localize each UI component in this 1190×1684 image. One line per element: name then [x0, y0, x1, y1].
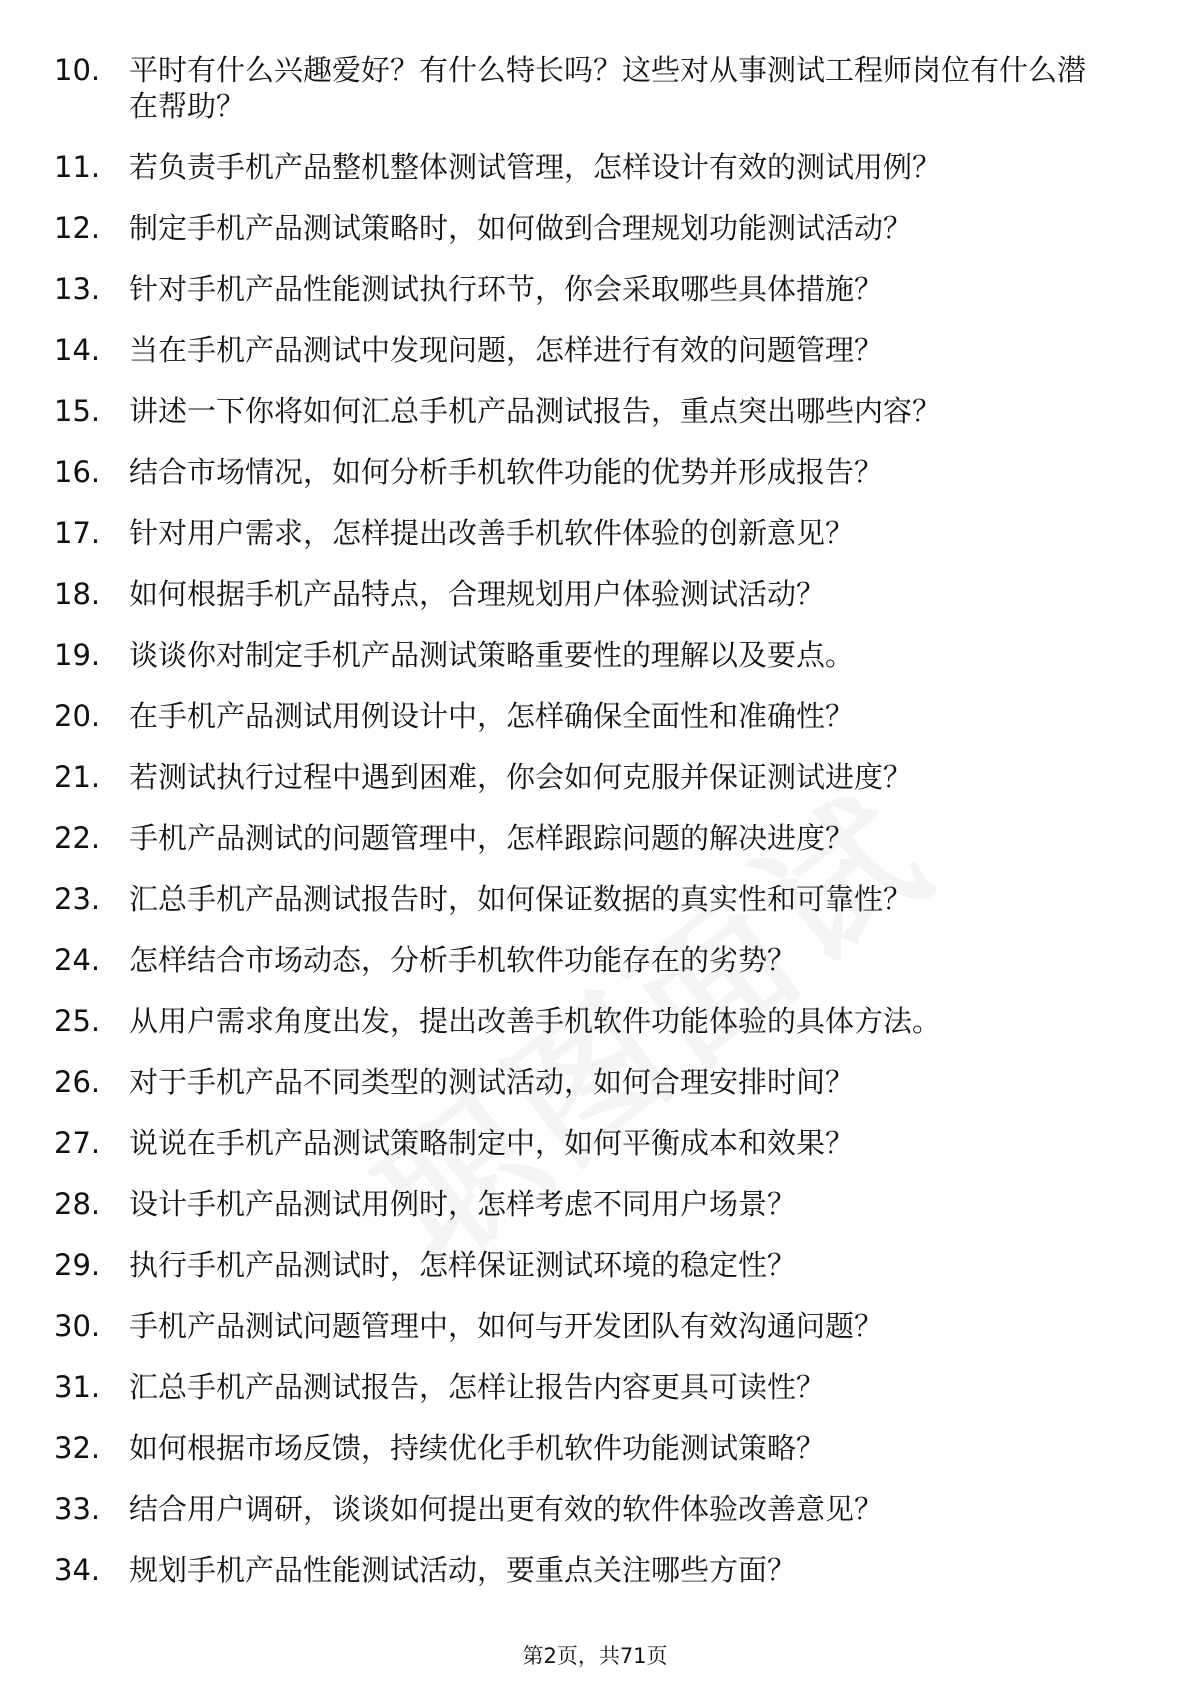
question-number: 26. — [54, 1065, 101, 1099]
question-item — [0, 52, 1190, 124]
question-number: 33. — [54, 1492, 101, 1526]
question-item — [0, 393, 1190, 429]
question-item — [0, 332, 1190, 368]
question-text: 手机产品测试的问题管理中，怎样跟踪问题的解决进度？ — [129, 821, 855, 855]
question-item — [0, 637, 1190, 673]
question-item — [0, 1125, 1190, 1161]
question-number: 29. — [54, 1248, 101, 1282]
question-item — [0, 820, 1190, 856]
question-text: 平时有什么兴趣爱好？有什么特长吗？这些对从事测试工程师岗位有什么潜在帮助？ — [129, 53, 1087, 123]
question-number: 34. — [54, 1553, 101, 1587]
question-item — [0, 210, 1190, 246]
page-number-label: 第2页，共71页 — [522, 1644, 668, 1668]
question-number: 18. — [54, 577, 101, 611]
question-item — [0, 271, 1190, 307]
question-number: 12. — [54, 211, 101, 245]
question-text: 如何根据市场反馈，持续优化手机软件功能测试策略？ — [129, 1431, 826, 1465]
question-number: 13. — [54, 272, 101, 306]
question-number: 20. — [54, 699, 101, 733]
question-text: 若负责手机产品整机整体测试管理，怎样设计有效的测试用例？ — [129, 150, 942, 184]
question-text: 执行手机产品测试时，怎样保证测试环境的稳定性？ — [129, 1248, 797, 1282]
question-text: 针对手机产品性能测试执行环节，你会采取哪些具体措施？ — [129, 272, 884, 306]
question-number: 17. — [54, 516, 101, 550]
question-text: 规划手机产品性能测试活动，要重点关注哪些方面？ — [129, 1553, 797, 1587]
question-text: 在手机产品测试用例设计中，怎样确保全面性和准确性？ — [129, 699, 855, 733]
question-text: 针对用户需求，怎样提出改善手机软件体验的创新意见？ — [129, 516, 855, 550]
question-text: 对于手机产品不同类型的测试活动，如何合理安排时间？ — [129, 1065, 855, 1099]
question-item — [0, 1369, 1190, 1405]
question-item — [0, 1552, 1190, 1588]
question-number: 25. — [54, 1004, 101, 1038]
question-number: 10. — [54, 53, 101, 87]
question-item — [0, 1003, 1190, 1039]
question-text: 如何根据手机产品特点，合理规划用户体验测试活动？ — [129, 577, 826, 611]
page-footer — [0, 1640, 1190, 1670]
question-text: 讲述一下你将如何汇总手机产品测试报告，重点突出哪些内容？ — [129, 394, 942, 428]
question-text: 当在手机产品测试中发现问题，怎样进行有效的问题管理？ — [129, 333, 884, 367]
question-number: 11. — [54, 150, 101, 184]
question-item — [0, 1186, 1190, 1222]
question-number: 14. — [54, 333, 101, 367]
question-item — [0, 1064, 1190, 1100]
question-text: 设计手机产品测试用例时，怎样考虑不同用户场景？ — [129, 1187, 797, 1221]
question-item — [0, 454, 1190, 490]
question-item — [0, 1491, 1190, 1527]
question-text: 怎样结合市场动态，分析手机软件功能存在的劣势？ — [129, 943, 797, 977]
question-item — [0, 881, 1190, 917]
question-text: 制定手机产品测试策略时，如何做到合理规划功能测试活动？ — [129, 211, 913, 245]
question-number: 27. — [54, 1126, 101, 1160]
question-list — [0, 52, 1190, 1613]
question-text: 若测试执行过程中遇到困难，你会如何克服并保证测试进度？ — [129, 760, 913, 794]
question-text: 汇总手机产品测试报告，怎样让报告内容更具可读性？ — [129, 1370, 826, 1404]
question-item — [0, 1308, 1190, 1344]
question-number: 23. — [54, 882, 101, 916]
question-number: 30. — [54, 1309, 101, 1343]
question-text: 手机产品测试问题管理中，如何与开发团队有效沟通问题？ — [129, 1309, 884, 1343]
question-number: 28. — [54, 1187, 101, 1221]
question-number: 31. — [54, 1370, 101, 1404]
question-number: 32. — [54, 1431, 101, 1465]
question-item — [0, 1430, 1190, 1466]
question-item — [0, 942, 1190, 978]
question-number: 19. — [54, 638, 101, 672]
question-text: 结合用户调研，谈谈如何提出更有效的软件体验改善意见？ — [129, 1492, 884, 1526]
question-text: 谈谈你对制定手机产品测试策略重要性的理解以及要点。 — [129, 638, 855, 672]
question-number: 24. — [54, 943, 101, 977]
question-text: 汇总手机产品测试报告时，如何保证数据的真实性和可靠性？ — [129, 882, 913, 916]
question-item — [0, 698, 1190, 734]
question-item — [0, 576, 1190, 612]
question-text: 说说在手机产品测试策略制定中，如何平衡成本和效果？ — [129, 1126, 855, 1160]
question-item — [0, 759, 1190, 795]
question-number: 21. — [54, 760, 101, 794]
question-number: 15. — [54, 394, 101, 428]
question-item — [0, 149, 1190, 185]
question-item — [0, 1247, 1190, 1283]
question-number: 16. — [54, 455, 101, 489]
question-number: 22. — [54, 821, 101, 855]
question-item — [0, 515, 1190, 551]
question-text: 从用户需求角度出发，提出改善手机软件功能体验的具体方法。 — [129, 1004, 942, 1038]
question-text: 结合市场情况，如何分析手机软件功能的优势并形成报告？ — [129, 455, 884, 489]
